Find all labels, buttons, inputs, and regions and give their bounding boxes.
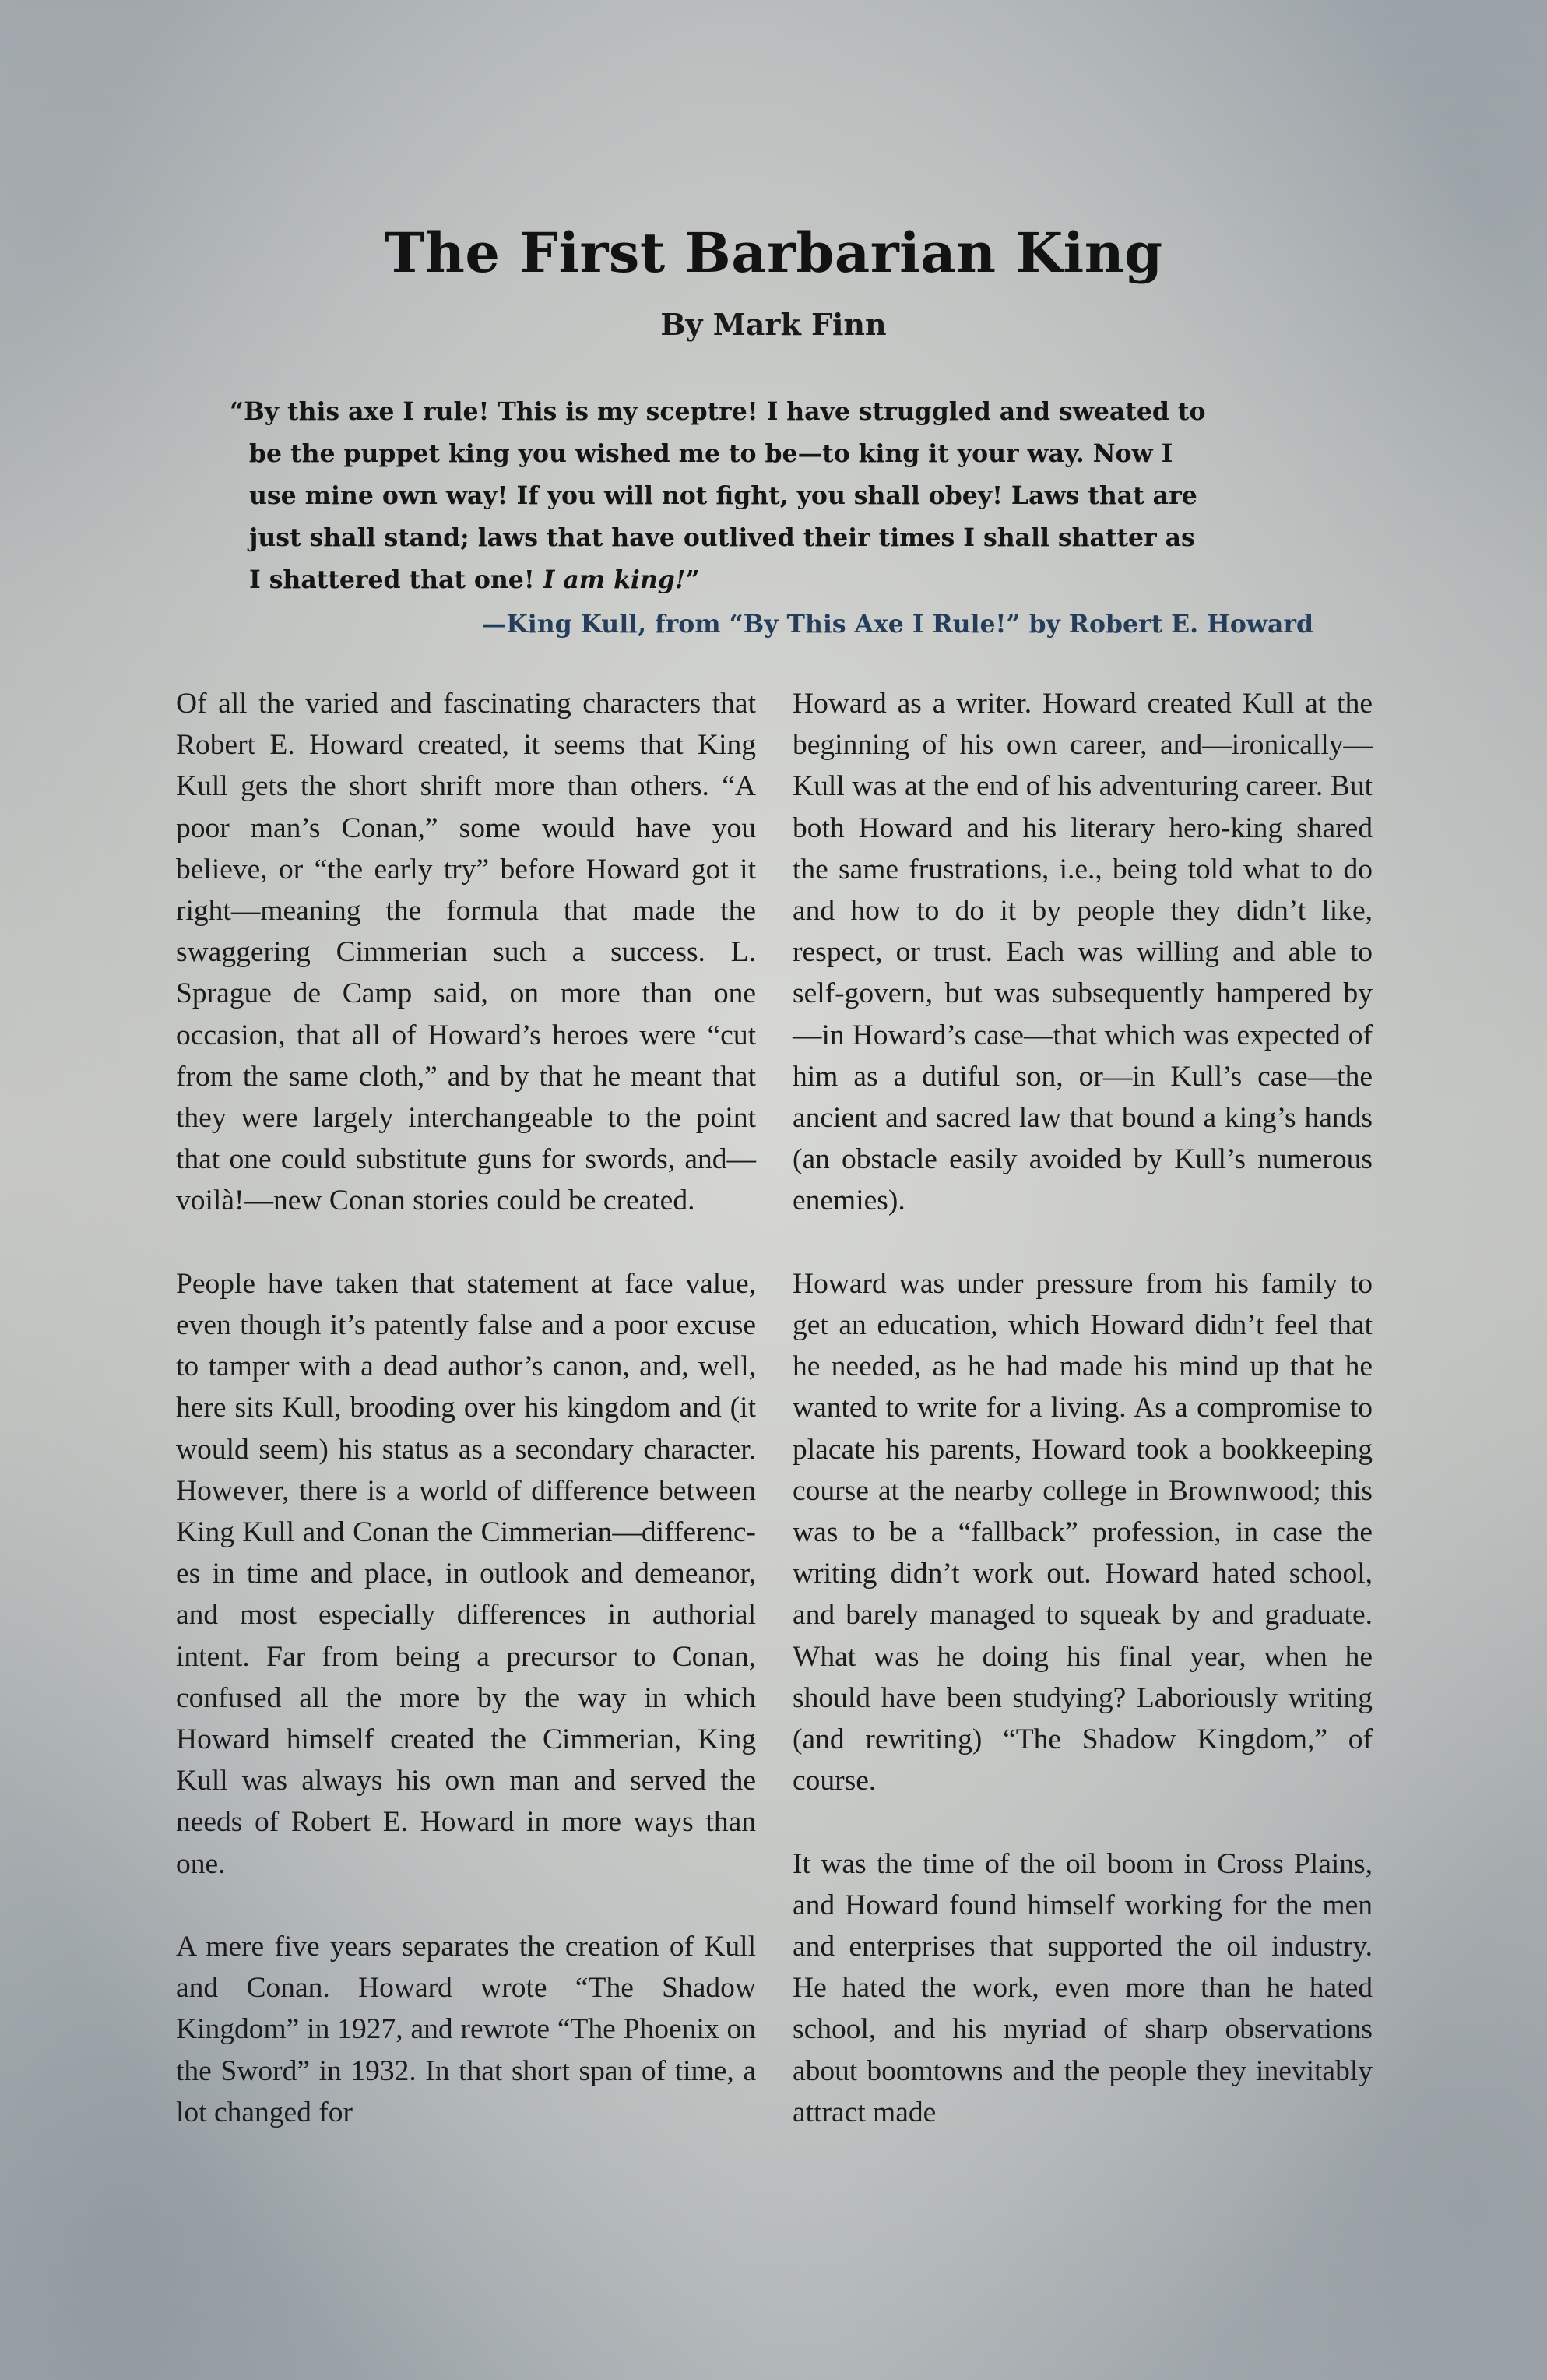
article-title: The First Barbarian King xyxy=(384,220,1163,285)
body-paragraph: A mere five years separates the creation of Kull and Conan. Howard wrote “The Shadow Kingdom” in 1927, and rewrote “The Phoenix on the Sword” in 1932. In that short span of time, a lot changed for xyxy=(176,1931,756,2128)
epigraph-line: use mine own way! If you will not fight, you shall obey! Laws that are xyxy=(249,481,1197,510)
epigraph-attribution: —King Kull, from “By This Axe I Rule!” by Robert E. Howard xyxy=(481,610,1313,639)
epigraph-line: “By this axe I rule! This is my sceptre! I have struggled and sweated to xyxy=(230,397,1206,426)
epigraph-line: be the puppet king you wished me to be—to king it your way. Now I xyxy=(249,439,1173,468)
epigraph-closing-quote: ” xyxy=(685,565,700,594)
epigraph-line-last xyxy=(230,559,1316,601)
epigraph-emphasis: I am king! xyxy=(543,565,686,594)
article-byline: By Mark Finn xyxy=(660,307,887,342)
left-column xyxy=(176,683,756,2133)
epigraph-line: just shall stand; laws that have outlived their times I shall shatter as xyxy=(249,523,1195,552)
right-column xyxy=(793,683,1373,2133)
epigraph-line-text: I shattered that one! xyxy=(249,565,543,594)
body-paragraph: People have taken that statement at face value, even though it’s patently false and a poor excuse to tamper with a dead author’s canon, and, well, here sits Kull, brooding over his kingdom and (it would seem) his status as a secondary character. However, there is a world of difference between King Kull and Conan the Cimmerian—differences in time and place, in outlook and demeanor, and most especially differences in authorial intent. Far from being a precursor to Conan, confused all the more by the way in which Howard himself created the Cimmerian, King Kull was always his own man and served the needs of Robert E. Howard in more ways than one. xyxy=(176,1267,756,1880)
body-paragraph: Howard as a writer. Howard created Kull at the beginning of his own career, and—ironically—Kull was at the end of his adventuring career. But both Howard and his literary hero-king shared the same frustrations, i.e., being told what to do and how to do it by people they didn’t like, respect, or trust. Each was willing and able to self-govern, but was subsequently hampered by—in Howard’s case—that which was expected of him as a dutiful son, or—in Kull’s case—the ancient and sacred law that bound a king’s hands (an obstacle easily avoided by Kull’s numerous enemies). xyxy=(793,688,1373,1217)
epigraph-quote xyxy=(230,391,1316,601)
body-paragraph: It was the time of the oil boom in Cross Plains, and Howard found himself working for the men and enterprises that supported the oil industry. He hated the work, even more than he hated school, and his myriad of sharp observations about boomtowns and the people they inevitably attract made xyxy=(793,1847,1373,2128)
body-paragraph: Howard was under pressure from his family to get an education, which Howard didn’t feel that he needed, as he had made his mind up that he wanted to write for a living. As a compromise to placate his parents, Howard took a bookkeeping course at the nearby college in Brownwood; this was to be a “fallback” profession, in case the writing didn’t work out. Howard hated school, and barely managed to squeak by and graduate. What was he doing his final year, when he should have been studying? Laboriously writing (and rewriting) “The Shadow Kingdom,” of course. xyxy=(793,1267,1373,1797)
body-paragraph: Of all the varied and fascinating characters that Robert E. Howard created, it seems that King Kull gets the short shrift more than others. “A poor man’s Conan,” some would have you believe, or “the early try” before Howard got it right—meaning the formula that made the swaggering Cimmerian such a success. L. Sprague de Camp said, on more than one occasion, that all of Howard’s heroes were “cut from the same cloth,” and by that he meant that they were largely interchangeable to the point that one could substitute guns for swords, and—voilà!—new Conan stories could be created. xyxy=(176,688,756,1217)
